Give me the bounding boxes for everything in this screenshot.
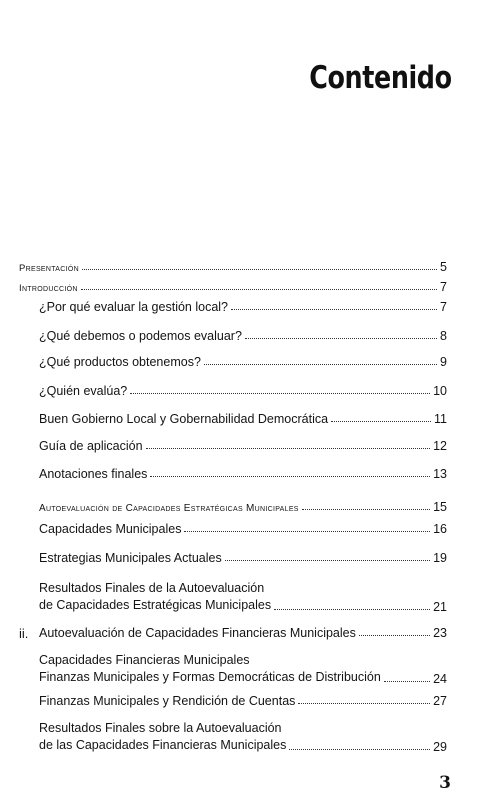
dot-leader [245,338,437,339]
toc-entry-line: Resultados Finales sobre la Autoevaluación [39,721,282,735]
toc-entry-introduccion [19,280,447,294]
dot-leader [302,509,430,510]
toc-entry-page: 13 [433,467,447,481]
dot-leader [81,289,437,290]
dot-leader [146,448,431,449]
dot-leader [184,531,430,532]
toc-entry-label: Capacidades Municipales [39,522,182,536]
toc-entry-line: de las Capacidades Financieras Municipales [39,738,287,752]
dot-leader [298,703,430,704]
toc-entry-label: Guía de aplicación [39,439,143,453]
dot-leader [331,421,431,422]
toc-entry-label: Estrategias Municipales Actuales [39,551,222,565]
toc-entry-page: 27 [433,694,447,708]
toc-entry-page: 11 [434,412,447,426]
toc-entry [39,300,447,314]
dot-leader [82,269,437,270]
toc-entry [39,694,447,708]
toc-entry-page: 15 [433,500,447,514]
toc-entry-label: ¿Qué productos obtenemos? [39,355,201,369]
toc-entry-page: 19 [433,551,447,565]
section-marker: ii. [19,626,29,641]
toc-entry-line: Resultados Finales de la Autoevaluación [39,581,265,595]
dot-leader [225,560,430,561]
toc-entry-multiline [39,652,447,686]
page-title: Contenido [309,60,452,96]
toc-entry [39,551,447,565]
toc-entry-page: 9 [440,355,447,369]
toc-entry-line: Finanzas Municipales y Formas Democráticas de Distribución [39,670,381,684]
toc-entry-multiline [39,580,447,614]
toc-entry-label [39,580,271,614]
toc-entry-label [39,720,286,754]
toc-entry-label: Buen Gobierno Local y Gobernabilidad Democrática [39,412,329,426]
toc-entry [39,329,447,343]
dot-leader [130,393,430,394]
toc-entry [39,467,447,481]
toc-entry-presentacion [19,260,447,274]
dot-leader [274,609,430,610]
dot-leader [231,309,437,310]
toc-entry-page: 21 [433,600,447,614]
toc-entry-label: Anotaciones finales [39,467,148,481]
toc-entry-line: de Capacidades Estratégicas Municipales [39,598,272,612]
toc-entry [39,412,447,426]
toc-entry-label: Autoevaluación de Capacidades Estratégicas Municipales [39,503,299,514]
toc-entry-page: 7 [440,280,447,294]
toc-entry-page: 8 [440,329,447,343]
toc-entry-page: 16 [433,522,447,536]
toc-entry [39,439,447,453]
toc-entry-label: Presentación [19,263,79,274]
toc-entry [39,355,447,369]
toc-entry-label [39,652,381,686]
toc-entry-label: ¿Qué debemos o podemos evaluar? [39,329,242,343]
toc-entry [39,384,447,398]
dot-leader [150,476,430,477]
dot-leader [204,364,437,365]
toc-entry-page: 7 [440,300,447,314]
toc-entry-label: ¿Quién evalúa? [39,384,128,398]
dot-leader [289,749,430,750]
toc-entry-label: Introducción [19,283,78,294]
toc-entry-label: ¿Por qué evaluar la gestión local? [39,300,229,314]
dot-leader [359,635,430,636]
toc-entry-line: Capacidades Financieras Municipales [39,653,250,667]
toc-entry-page: 10 [433,384,447,398]
toc-entry-page: 5 [440,260,447,274]
toc-entry-label: Finanzas Municipales y Rendición de Cuentas [39,694,296,708]
toc-entry-page: 23 [433,626,447,640]
toc-entry-multiline [39,720,447,754]
toc-entry-page: 24 [433,672,447,686]
toc-entry-label: Autoevaluación de Capacidades Financieras Municipales [39,626,356,640]
toc-section-heading [39,500,447,514]
page-number: 3 [439,773,451,793]
toc-entry-page: 29 [433,740,447,754]
toc-entry-page: 12 [433,439,447,453]
toc-entry [39,522,447,536]
toc-section-heading [39,626,447,640]
dot-leader [384,681,430,682]
